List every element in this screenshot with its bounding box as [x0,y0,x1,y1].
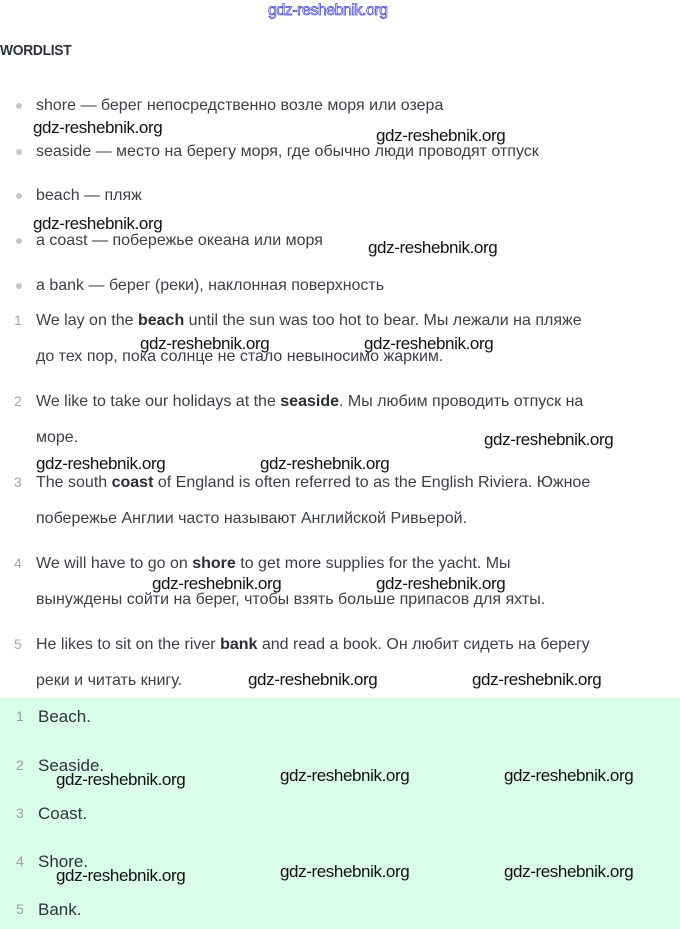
watermark: gdz-reshebnik.org [504,766,634,785]
watermark: gdz-reshebnik.org [152,574,282,593]
answer-number: 1 [16,708,24,724]
wordlist-title: WORDLIST [0,42,72,59]
sentence-number: 1 [14,312,22,328]
wordlist-item: shore — берег непосредственно возле моря или озера [36,97,444,114]
answer-number: 3 [16,805,24,821]
answers-panel [0,698,680,929]
answer: Beach. [38,707,91,726]
answer: Seaside. [38,756,105,775]
bullet-icon [16,238,22,244]
watermark: gdz-reshebnik.org [248,670,378,689]
sentence: He likes to sit on the river bank and read a book. Он любит сидеть на берегу [36,636,590,653]
watermark: gdz-reshebnik.org [376,126,506,145]
sentence: We lay on the beach until the sun was too hot to bear. Мы лежали на пляже [36,312,582,329]
sentence-line2: вынуждены сойти на берег, чтобы взять больше припасов для яхты. [36,591,546,608]
watermark: gdz-reshebnik.org [368,238,498,257]
watermark: gdz-reshebnik.org [140,334,270,353]
sentence-line2: реки и читать книгу. [36,672,183,689]
watermark: gdz-reshebnik.org [260,454,390,473]
sentence-number: 5 [14,636,22,652]
watermark: gdz-reshebnik.org [33,214,163,233]
watermark: gdz-reshebnik.org [472,670,602,689]
answer-number: 4 [16,853,24,869]
watermark: gdz-reshebnik.org [376,574,506,593]
bullet-icon [16,283,22,289]
sentence-number: 2 [14,393,22,409]
sentence: We like to take our holidays at the seaside. Мы любим проводить отпуск на [36,393,584,410]
wordlist-item: a bank — берег (реки), наклонная поверхность [36,277,385,294]
watermark: gdz-reshebnik.org [56,770,186,789]
watermark: gdz-reshebnik.org [36,454,166,473]
sentence: We will have to go on shore to get more supplies for the yacht. Мы [36,555,511,572]
bullet-icon [16,149,22,155]
answer: Bank. [38,900,82,919]
sentence-number: 4 [14,555,22,571]
bullet-icon [16,193,22,199]
watermark: gdz-reshebnik.org [504,862,634,881]
watermark: gdz-reshebnik.org [484,430,614,449]
sentence-line2: море. [36,429,79,446]
wordlist-item: beach — пляж [36,187,142,204]
answer: Shore. [38,852,89,871]
answer-number: 5 [16,901,24,917]
sentence: The south coast of England is often referred to as the English Riviera. Южное [36,474,591,491]
answer-number: 2 [16,757,24,773]
bullet-icon [16,103,22,109]
watermark: gdz-reshebnik.org [280,766,410,785]
watermark: gdz-reshebnik.org [364,334,494,353]
sentence-line2: до тех пор, пока солнце не стало невыносимо жарким. [36,348,444,365]
watermark: gdz-reshebnik.org [56,866,186,885]
wordlist-item: a coast — побережье океана или моря [36,232,323,249]
watermark: gdz-reshebnik.org [280,862,410,881]
watermark: gdz-reshebnik.org [33,118,163,137]
sentence-number: 3 [14,474,22,490]
sentence-line2: побережье Англии часто называют Английской Ривьерой. [36,510,468,527]
answer: Coast. [38,804,88,823]
watermark-header: gdz-reshebnik.org [268,2,388,19]
wordlist-item: seaside — место на берегу моря, где обычно люди проводят отпуск [36,143,539,160]
